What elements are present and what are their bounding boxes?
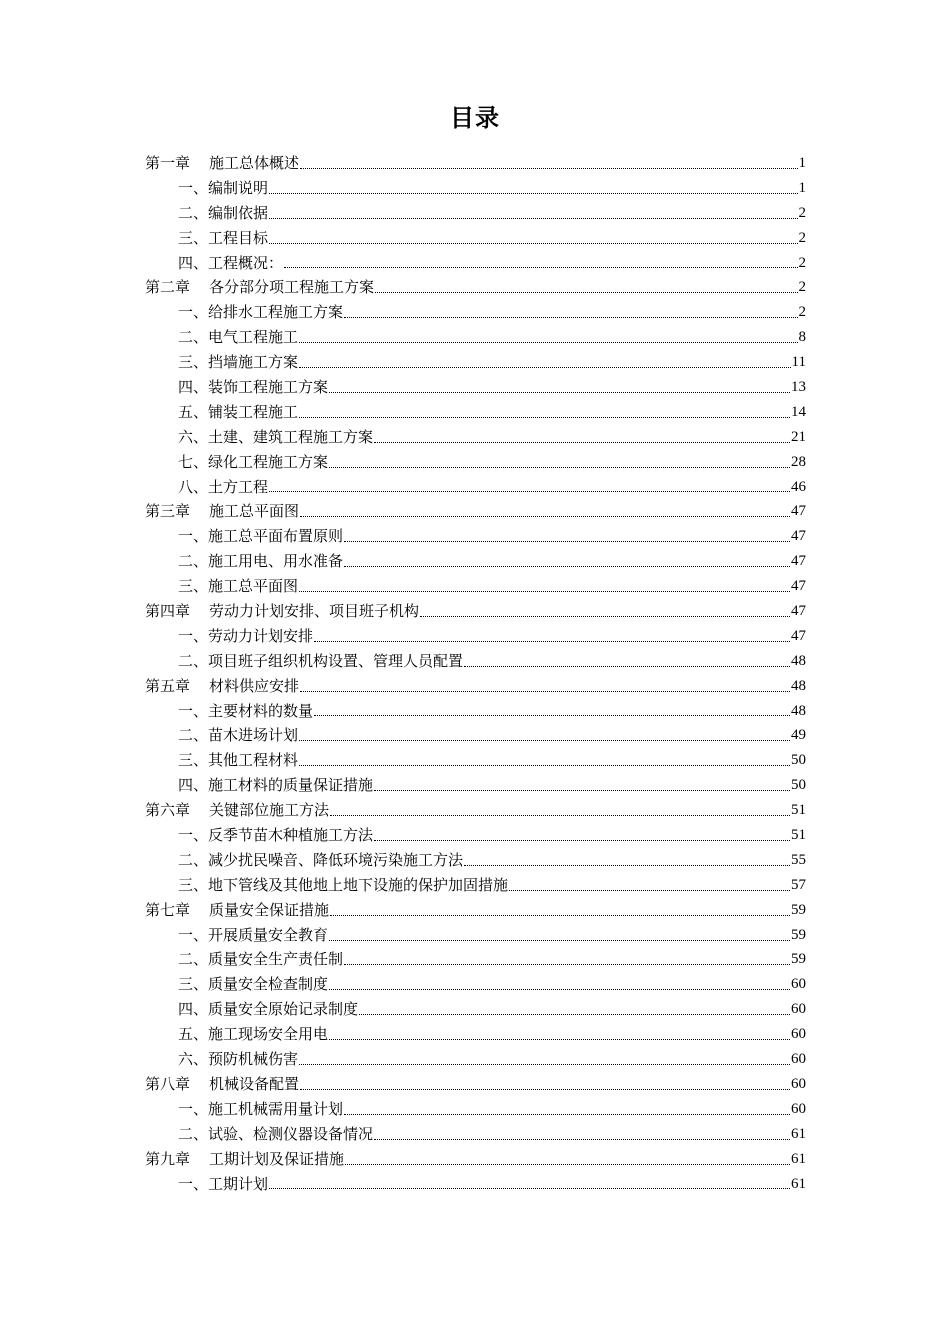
toc-page-number: 61 (791, 1150, 806, 1167)
toc-entry-text: 给排水工程施工方案 (208, 303, 344, 322)
toc-entry-label (178, 699, 313, 724)
toc-entry-number: 第五章 (145, 676, 191, 695)
toc-page-number: 60 (791, 1026, 806, 1043)
toc-page-number: 48 (791, 677, 806, 694)
toc-section-entry[interactable] (145, 226, 806, 251)
toc-entry-number: 三、 (178, 875, 209, 894)
toc-entry-label (178, 251, 283, 276)
toc-entry-number: 三、 (178, 577, 209, 596)
toc-dot-leader (329, 1038, 790, 1040)
toc-page-number: 49 (791, 727, 806, 744)
toc-dot-leader (464, 665, 790, 667)
toc-page-number: 1 (798, 154, 806, 171)
toc-entry-number: 三、 (178, 353, 209, 372)
toc-entry-label (178, 549, 343, 574)
toc-entry-label (178, 400, 298, 425)
toc-chapter-entry[interactable] (145, 275, 806, 300)
toc-entry-label (178, 475, 268, 500)
toc-section-entry[interactable] (145, 524, 806, 549)
toc-entry-number: 第九章 (145, 1149, 191, 1168)
toc-entry-number: 一、 (178, 178, 209, 197)
toc-dot-leader (299, 764, 790, 766)
toc-entry-label (178, 325, 298, 350)
toc-dot-leader (344, 963, 790, 965)
toc-entry-number: 二、 (178, 203, 209, 222)
toc-dot-leader (344, 316, 797, 318)
toc-page-number: 60 (791, 1075, 806, 1092)
toc-page-number: 21 (791, 428, 806, 445)
toc-dot-leader (284, 266, 797, 268)
toc-entry-number: 五、 (178, 1025, 209, 1044)
toc-entry-number: 二、 (178, 651, 209, 670)
toc-dot-leader (299, 416, 790, 418)
toc-entry-text: 编制依据 (208, 203, 269, 222)
toc-chapter-entry[interactable] (145, 151, 806, 176)
toc-chapter-entry[interactable] (145, 1147, 806, 1172)
toc-section-entry[interactable] (145, 450, 806, 475)
toc-entry-number: 一、 (178, 1099, 209, 1118)
toc-entry-text: 质量安全生产责任制 (208, 950, 344, 969)
toc-page-number: 14 (791, 403, 806, 420)
toc-entry-text: 质量安全保证措施 (209, 900, 330, 919)
toc-page-number: 47 (791, 528, 806, 545)
toc-page-number: 51 (791, 827, 806, 844)
toc-dot-leader (300, 1088, 790, 1090)
toc-page-number: 60 (791, 1001, 806, 1018)
toc-page-number: 50 (791, 752, 806, 769)
toc-page-number: 2 (798, 204, 806, 221)
toc-section-entry[interactable] (145, 1122, 806, 1147)
toc-entry-label (178, 624, 313, 649)
toc-entry-text: 施工总平面图 (208, 577, 299, 596)
toc-entry-text: 质量安全检查制度 (208, 975, 329, 994)
toc-entry-text: 施工材料的质量保证措施 (208, 776, 374, 795)
toc-entry-label (178, 201, 268, 226)
toc-dot-leader (329, 466, 790, 468)
toc-entry-number: 一、 (178, 1174, 209, 1193)
toc-entry-text: 其他工程材料 (208, 751, 299, 770)
toc-section-entry[interactable] (145, 425, 806, 450)
toc-entry-number: 第一章 (145, 153, 191, 172)
toc-entry-number: 一、 (178, 701, 209, 720)
toc-entry-text: 试验、检测仪器设备情况 (208, 1124, 374, 1143)
toc-dot-leader (420, 615, 790, 617)
toc-page-number: 47 (791, 627, 806, 644)
toc-entry-label (178, 947, 343, 972)
toc-dot-leader (374, 839, 790, 841)
toc-dot-leader (345, 1163, 790, 1165)
toc-entry-label (178, 350, 298, 375)
toc-entry-text: 编制说明 (208, 178, 269, 197)
toc-page-number: 59 (791, 901, 806, 918)
toc-entry-text: 施工现场安全用电 (208, 1025, 329, 1044)
toc-entry-label (145, 1072, 299, 1097)
toc-entry-text: 装饰工程施工方案 (208, 378, 329, 396)
toc-section-entry[interactable] (145, 848, 806, 873)
toc-entry-number: 二、 (178, 552, 209, 571)
toc-dot-leader (330, 814, 790, 816)
toc-entry-label (178, 300, 343, 325)
toc-page-number: 13 (791, 379, 806, 395)
toc-page-number: 59 (791, 951, 806, 968)
toc-page-number: 51 (791, 802, 806, 819)
toc-entry-number: 第二章 (145, 278, 191, 297)
toc-dot-leader (329, 939, 790, 941)
toc-dot-leader (344, 1113, 790, 1115)
toc-page-number: 28 (791, 453, 806, 470)
toc-dot-leader (314, 640, 790, 642)
toc-entry-label (178, 574, 298, 599)
toc-page-number: 2 (798, 254, 806, 271)
toc-entry-text: 土建、建筑工程施工方案 (208, 427, 374, 446)
toc-page-number: 60 (791, 1100, 806, 1117)
toc-entry-text: 机械设备配置 (209, 1074, 300, 1093)
toc-section-entry[interactable] (145, 1047, 806, 1072)
toc-entry-number: 二、 (178, 850, 209, 869)
toc-section-entry[interactable] (145, 723, 806, 748)
toc-entry-label (145, 674, 299, 699)
toc-entry-number: 一、 (178, 826, 209, 845)
toc-chapter-entry[interactable] (145, 599, 806, 624)
toc-dot-leader (374, 789, 790, 791)
toc-section-entry[interactable] (145, 1022, 806, 1047)
toc-section-entry[interactable] (145, 400, 806, 425)
page-title: 目录 (450, 103, 500, 132)
toc-chapter-entry[interactable] (145, 798, 806, 823)
toc-dot-leader (300, 167, 797, 169)
toc-section-entry[interactable] (145, 201, 806, 226)
toc-entry-number: 三、 (178, 751, 209, 770)
toc-dot-leader (300, 690, 790, 692)
toc-entry-number: 七、 (178, 452, 209, 471)
toc-page-number: 55 (791, 851, 806, 868)
toc-section-entry[interactable] (145, 375, 806, 400)
toc-entry-text: 土方工程 (208, 477, 269, 496)
toc-dot-leader (269, 1187, 790, 1189)
toc-entry-label (178, 997, 358, 1022)
toc-dot-leader (269, 242, 797, 244)
toc-entry-number: 一、 (178, 303, 209, 322)
toc-entry-number: 二、 (178, 328, 209, 347)
toc-entry-number: 第七章 (145, 900, 191, 919)
toc-chapter-entry[interactable] (145, 499, 806, 524)
toc-entry-label (178, 748, 298, 773)
toc-dot-leader (344, 565, 790, 567)
toc-dot-leader (269, 490, 790, 492)
toc-dot-leader (344, 540, 790, 542)
toc-page-number: 50 (791, 777, 806, 794)
toc-entry-number: 一、 (178, 626, 209, 645)
toc-section-entry[interactable] (145, 748, 806, 773)
toc-entry-label (145, 599, 419, 624)
toc-entry-text: 施工机械需用量计划 (208, 1099, 344, 1118)
toc-entry-label (178, 176, 268, 201)
toc-entry-text: 工程概况： (208, 253, 284, 272)
toc-section-entry[interactable] (145, 475, 806, 500)
toc-page-number: 47 (791, 503, 806, 520)
toc-dot-leader (299, 1063, 790, 1065)
toc-section-entry[interactable] (145, 873, 806, 898)
toc-page-number: 47 (791, 553, 806, 570)
toc-entry-number: 四、 (178, 776, 209, 795)
toc-section-entry[interactable] (145, 176, 806, 201)
toc-entry-number: 一、 (178, 527, 209, 546)
toc-dot-leader (374, 1138, 790, 1140)
toc-entry-label (145, 898, 329, 923)
toc-entry-number: 八、 (178, 477, 209, 496)
toc-entry-label (178, 1122, 373, 1147)
toc-section-entry[interactable] (145, 325, 806, 350)
toc-entry-number: 第三章 (145, 502, 191, 521)
toc-dot-leader (300, 515, 790, 517)
toc-entry-label (145, 798, 329, 823)
toc-page-number: 57 (791, 876, 806, 893)
toc-entry-text: 铺装工程施工 (208, 402, 299, 421)
toc-entry-text: 主要材料的数量 (208, 701, 314, 720)
toc-section-entry[interactable] (145, 549, 806, 574)
toc-entry-label (178, 1172, 268, 1197)
toc-dot-leader (375, 291, 797, 293)
toc-entry-label (178, 823, 373, 848)
toc-entry-text: 施工总平面图 (209, 502, 300, 521)
toc-page-number: 47 (791, 578, 806, 595)
toc-page-number: 2 (798, 279, 806, 296)
toc-section-entry[interactable] (145, 699, 806, 724)
toc-page-number: 61 (791, 1125, 806, 1142)
toc-entry-text: 质量安全原始记录制度 (208, 1000, 359, 1019)
toc-entry-text: 施工总平面布置原则 (208, 527, 344, 546)
toc-entry-number: 五、 (178, 402, 209, 421)
toc-chapter-entry[interactable] (145, 674, 806, 699)
toc-entry-number: 二、 (178, 950, 209, 969)
toc-entry-text: 减少扰民噪音、降低环境污染施工方法 (208, 850, 464, 869)
toc-entry-label (178, 923, 328, 948)
toc-entry-number: 二、 (178, 1124, 209, 1143)
toc-entry-label (145, 1147, 344, 1172)
toc-entry-text: 绿化工程施工方案 (208, 452, 329, 471)
table-of-contents (145, 151, 806, 1196)
toc-page-number: 60 (791, 976, 806, 993)
toc-entry-text: 施工总体概述 (209, 153, 300, 172)
toc-dot-leader (374, 441, 790, 443)
toc-entry-label (178, 524, 343, 549)
toc-page-number: 47 (791, 603, 806, 620)
toc-dot-leader (314, 714, 790, 716)
toc-entry-text: 材料供应安排 (209, 676, 300, 695)
toc-section-entry[interactable] (145, 972, 806, 997)
toc-entry-label (178, 848, 463, 873)
toc-section-entry[interactable] (145, 649, 806, 674)
toc-entry-number: 第六章 (145, 801, 191, 820)
toc-entry-text: 地下管线及其他地上地下设施的保护加固措施 (208, 875, 509, 894)
toc-dot-leader (330, 914, 790, 916)
toc-entry-label (178, 1097, 343, 1122)
toc-dot-leader (299, 739, 790, 741)
toc-entry-label (145, 151, 299, 176)
toc-entry-text: 劳动力计划安排 (208, 626, 314, 645)
toc-entry-label (178, 773, 373, 798)
toc-entry-text: 挡墙施工方案 (208, 353, 299, 372)
toc-page-number: 60 (791, 1051, 806, 1068)
toc-entry-text: 开展质量安全教育 (208, 925, 329, 944)
toc-entry-number: 二、 (178, 726, 209, 745)
toc-entry-number: 六、 (178, 427, 209, 446)
toc-section-entry[interactable] (145, 251, 806, 276)
toc-section-entry[interactable] (145, 773, 806, 798)
toc-page-number: 11 (791, 354, 806, 371)
toc-page-number: 2 (798, 229, 806, 246)
toc-section-entry[interactable] (145, 350, 806, 375)
toc-entry-label (178, 723, 298, 748)
toc-dot-leader (329, 988, 790, 990)
toc-entry-text: 工期计划 (208, 1174, 269, 1193)
toc-page-number: 1 (798, 179, 806, 196)
toc-entry-label (178, 226, 268, 251)
toc-entry-label (178, 1022, 328, 1047)
toc-section-entry[interactable] (145, 997, 806, 1022)
toc-dot-leader (464, 864, 790, 866)
toc-entry-label (178, 972, 328, 997)
toc-entry-label (145, 275, 374, 300)
toc-section-entry[interactable] (145, 300, 806, 325)
toc-dot-leader (299, 366, 791, 368)
toc-section-entry[interactable] (145, 1097, 806, 1122)
toc-dot-leader (329, 391, 790, 393)
toc-page-number: 61 (791, 1175, 806, 1192)
toc-entry-label (178, 873, 508, 898)
toc-entry-text: 电气工程施工 (208, 328, 299, 347)
toc-entry-number: 四、 (178, 253, 209, 272)
toc-page-number: 46 (791, 478, 806, 495)
toc-entry-text: 关键部位施工方法 (209, 801, 330, 820)
toc-section-entry[interactable] (145, 948, 806, 973)
toc-entry-text: 工程目标 (208, 228, 269, 247)
toc-entry-number: 四、 (178, 1000, 209, 1019)
toc-entry-label (178, 1047, 298, 1072)
toc-dot-leader (359, 1013, 790, 1015)
toc-entry-number: 三、 (178, 228, 209, 247)
toc-entry-number: 六、 (178, 1050, 209, 1069)
toc-entry-label (178, 649, 463, 674)
toc-entry-label (178, 375, 328, 400)
toc-section-entry[interactable] (145, 1172, 806, 1197)
toc-entry-text: 施工用电、用水准备 (208, 552, 344, 571)
toc-chapter-entry[interactable] (145, 898, 806, 923)
toc-entry-number: 四、 (178, 378, 209, 396)
toc-page-number: 59 (791, 926, 806, 943)
toc-page-number: 48 (791, 652, 806, 669)
toc-dot-leader (299, 341, 797, 343)
toc-entry-text: 工期计划及保证措施 (209, 1149, 345, 1168)
toc-entry-number: 三、 (178, 975, 209, 994)
toc-entry-number: 一、 (178, 925, 209, 944)
toc-entry-label (178, 450, 328, 475)
toc-entry-label (178, 425, 373, 450)
toc-entry-number: 第四章 (145, 602, 191, 621)
toc-page-number: 8 (798, 329, 806, 346)
toc-chapter-entry[interactable] (145, 1072, 806, 1097)
toc-entry-text: 各分部分项工程施工方案 (209, 278, 375, 297)
toc-dot-leader (269, 217, 797, 219)
toc-entry-text: 项目班子组织机构设置、管理人员配置 (208, 651, 464, 670)
toc-entry-label (145, 499, 299, 524)
toc-entry-text: 预防机械伤害 (208, 1050, 299, 1069)
toc-section-entry[interactable] (145, 823, 806, 848)
toc-entry-text: 苗木进场计划 (208, 726, 299, 745)
toc-entry-number: 第八章 (145, 1074, 191, 1093)
toc-dot-leader (299, 590, 790, 592)
toc-page-number: 48 (791, 702, 806, 719)
toc-entry-text: 反季节苗木种植施工方法 (208, 826, 374, 845)
toc-entry-text: 劳动力计划安排、项目班子机构 (209, 602, 420, 621)
toc-section-entry[interactable] (145, 624, 806, 649)
toc-section-entry[interactable] (145, 574, 806, 599)
toc-dot-leader (269, 192, 797, 194)
toc-dot-leader (509, 889, 790, 891)
toc-page-number: 2 (798, 304, 806, 321)
toc-section-entry[interactable] (145, 923, 806, 948)
